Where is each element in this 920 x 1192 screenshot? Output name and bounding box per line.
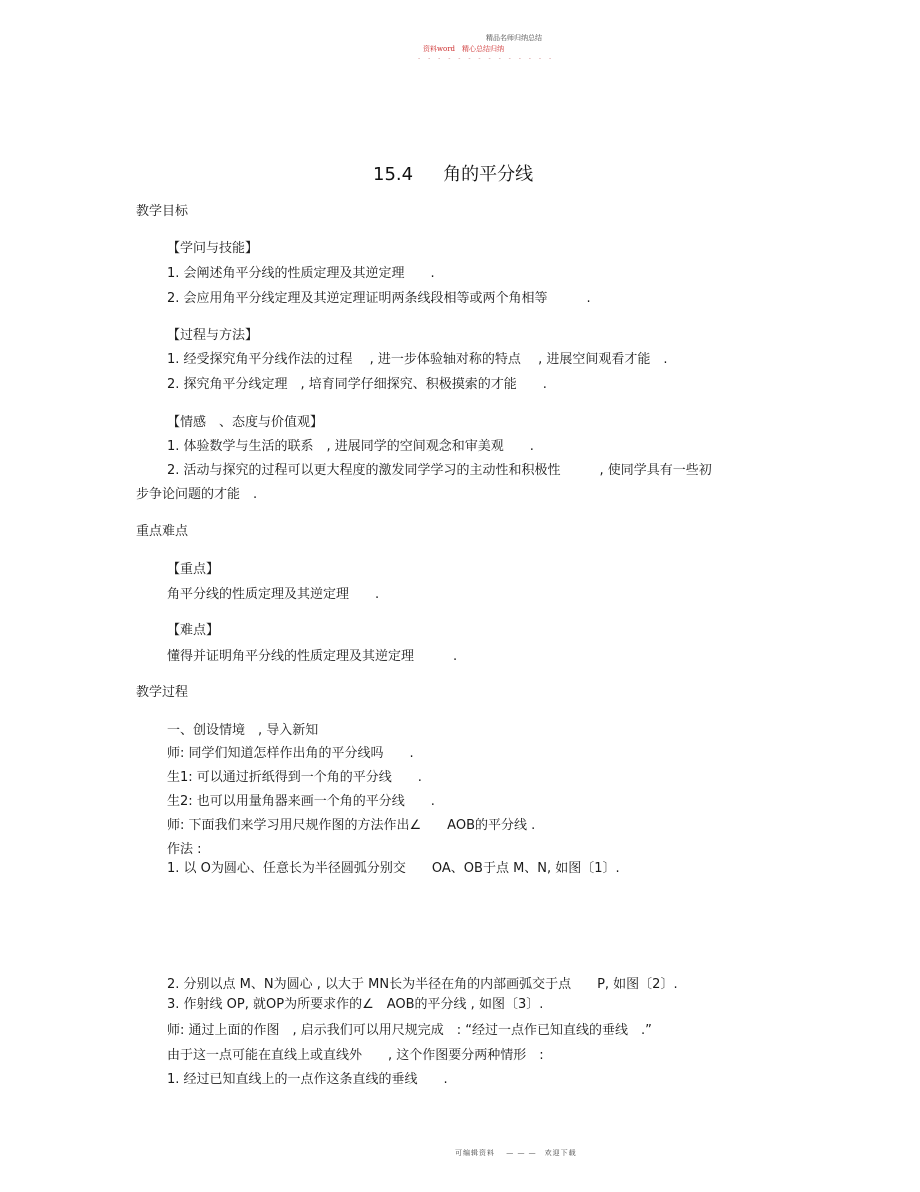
title-text: 角的平分线 xyxy=(443,164,534,185)
page-footer: 可编辑资料 — — — 欢迎下载 xyxy=(455,1149,577,1157)
dialog-student-2: 生2: 也可以用量角器来画一个角的平分线 . xyxy=(167,794,435,809)
section-key-points: 重点难点 xyxy=(136,524,189,539)
header-watermark-left: 资料word xyxy=(423,45,456,53)
dialog-teacher-2: 师: 下面我们来学习用尺规作图的方法作出∠ AOB的平分线 . xyxy=(167,818,536,833)
focus-text: 角平分线的性质定理及其逆定理 . xyxy=(167,587,380,602)
process-method-item-1: 1. 经受探究角平分线作法的过程 , 进一步体验轴对称的特点 , 进展空间观看才能 . xyxy=(167,352,668,367)
dialog-teacher-3: 师: 通过上面的作图 , 启示我们可以用尺规完成 : “经过一点作已知直线的垂线 .” xyxy=(167,1023,652,1038)
dialog-teacher-1: 师: 同学们知道怎样作出角的平分线吗 . xyxy=(167,746,414,761)
dialog-teacher-4: 由于这一点可能在直线上或直线外 , 这个作图要分两种情形 : xyxy=(167,1048,544,1063)
page-title xyxy=(373,160,533,186)
knowledge-item-1: 1. 会阐述角平分线的性质定理及其逆定理 . xyxy=(167,266,435,281)
emotion-heading: 【情感 、态度与价值观】 xyxy=(167,415,324,430)
dialog-student-1: 生1: 可以通过折纸得到一个角的平分线 . xyxy=(167,770,422,785)
emotion-item-1: 1. 体验数学与生活的联系 , 进展同学的空间观念和审美观 . xyxy=(167,439,534,454)
method-step-1: 1. 以 O为圆心、任意长为半径圆弧分别交 OA、OB于点 M、N, 如图〔1〕. xyxy=(167,861,620,876)
difficulty-text: 懂得并证明角平分线的性质定理及其逆定理 . xyxy=(167,649,458,664)
focus-heading: 【重点】 xyxy=(167,562,220,577)
case-1: 1. 经过已知直线上的一点作这条直线的垂线 . xyxy=(167,1072,448,1087)
process-intro: 一、创设情境 , 导入新知 xyxy=(167,723,319,738)
header-watermark xyxy=(423,44,511,54)
header-note: 精品名师归纳总结 xyxy=(486,34,542,42)
emotion-item-2: 2. 活动与探究的过程可以更大程度的激发同学学习的主动性和积极性 , 使同学具有一些初 xyxy=(167,463,712,478)
method-step-3: 3. 作射线 OP, 就OP为所要求作的∠ AOB的平分线 , 如图〔3〕. xyxy=(167,997,544,1012)
knowledge-heading: 【学问与技能】 xyxy=(167,241,259,256)
difficulty-heading: 【难点】 xyxy=(167,623,220,638)
emotion-item-2-continued: 步争论问题的才能 . xyxy=(136,487,258,502)
knowledge-item-2: 2. 会应用角平分线定理及其逆定理证明两条线段相等或两个角相等 . xyxy=(167,291,591,306)
method-heading: 作法 : xyxy=(167,842,202,857)
process-method-item-2: 2. 探究角平分线定理 , 培育同学仔细探究、积极摸索的才能 . xyxy=(167,377,547,392)
section-objectives: 教学目标 xyxy=(136,204,189,219)
section-process: 教学过程 xyxy=(136,685,189,700)
header-dashes: - - - - - - - - - - - - - - xyxy=(418,55,555,62)
title-number: 15.4 xyxy=(373,164,414,185)
header-watermark-right: 精心总结归纳 xyxy=(462,45,505,53)
method-step-2: 2. 分别以点 M、N为圆心 , 以大于 MN长为半径在角的内部画弧交于点 P, 如图〔2〕. xyxy=(167,977,678,992)
process-method-heading: 【过程与方法】 xyxy=(167,328,259,343)
